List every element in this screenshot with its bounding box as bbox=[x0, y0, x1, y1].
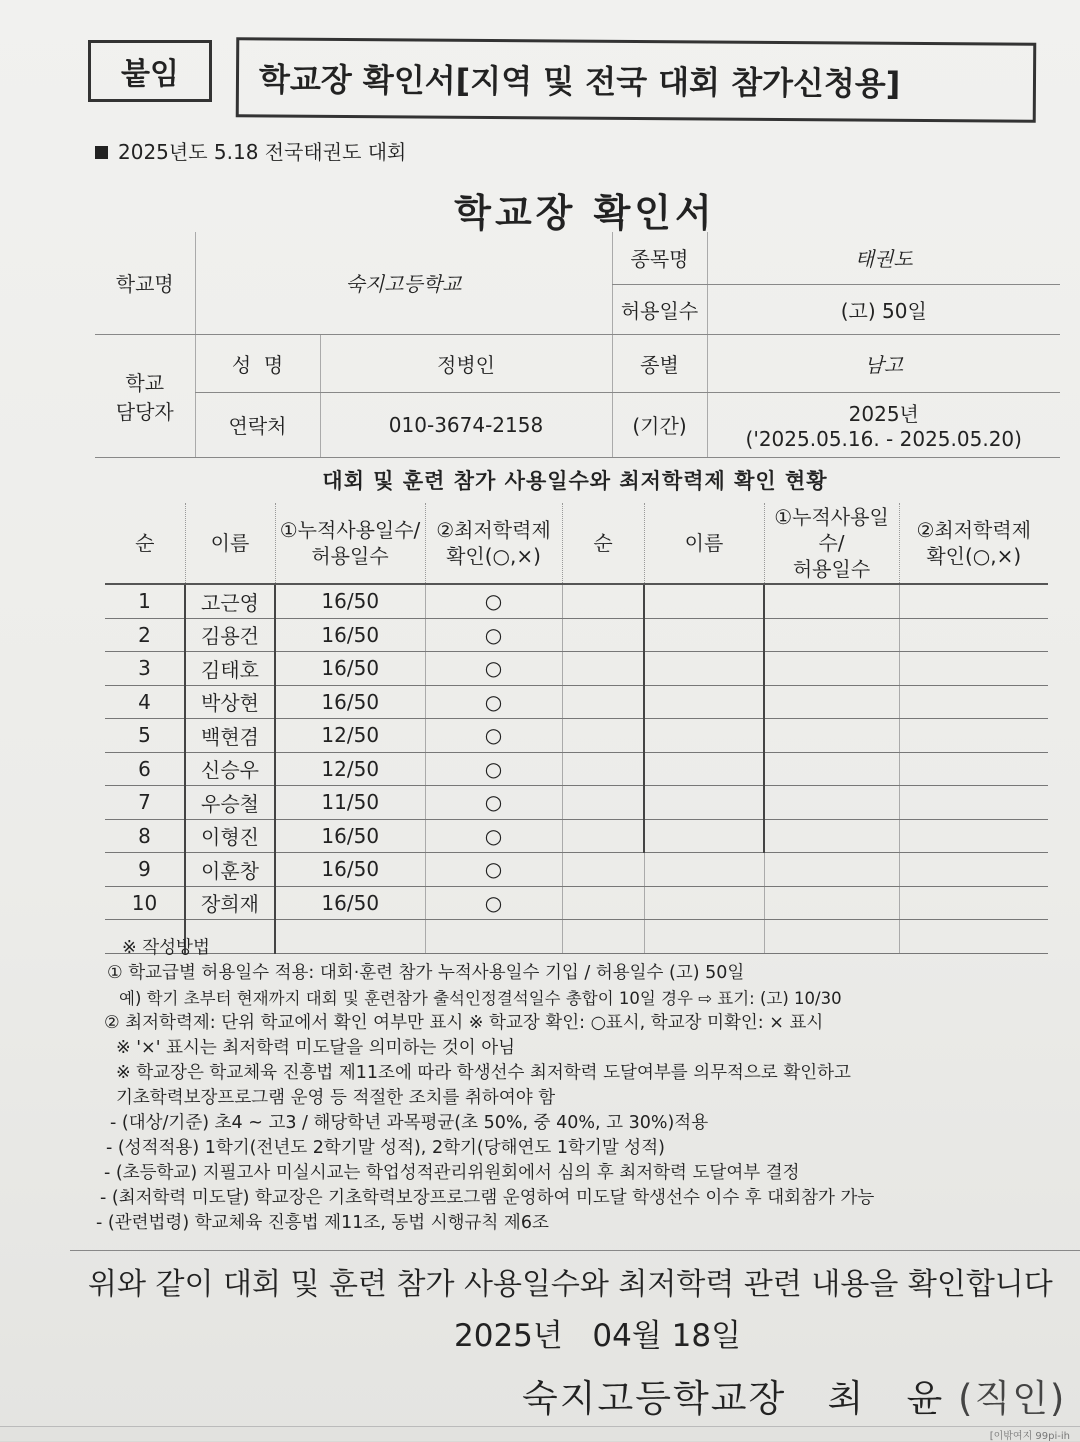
row-check: ○ bbox=[425, 652, 562, 686]
note-line: - (관련법령) 학교체육 진흥법 제11조, 동법 시행규칙 제6조 bbox=[96, 1213, 549, 1233]
col-name-right: 이름 bbox=[644, 503, 764, 584]
row-seq: 7 bbox=[105, 786, 185, 820]
row-check-right bbox=[899, 618, 1048, 652]
row-days-right bbox=[764, 719, 899, 753]
col-seq-right: 순 bbox=[562, 503, 644, 584]
bullet-square-icon bbox=[95, 146, 108, 159]
row-name: 장희재 bbox=[185, 886, 275, 920]
col-academic bbox=[425, 503, 562, 584]
row-name: 백현겸 bbox=[185, 719, 275, 753]
row-check: ○ bbox=[425, 819, 562, 853]
col-days-right bbox=[764, 503, 899, 584]
next-page-edge bbox=[0, 1426, 1080, 1441]
col-academic-line1: ②최저학력제 bbox=[436, 518, 551, 542]
row-seq-right bbox=[562, 786, 644, 820]
row-seq: 8 bbox=[105, 819, 185, 853]
col-academic-right-line1: ②최저학력제 bbox=[916, 518, 1032, 542]
row-name-right bbox=[644, 719, 764, 753]
athlete-table bbox=[105, 503, 1048, 954]
row-name-right bbox=[644, 652, 764, 686]
row-check-right bbox=[899, 752, 1048, 786]
row-name-right bbox=[644, 618, 764, 652]
row-seq-right bbox=[562, 584, 644, 618]
row-name-right bbox=[644, 853, 764, 887]
doc-title: 학교장 확인서 bbox=[454, 191, 716, 235]
status-title: 대회 및 훈련 참가 사용일수와 최저학력제 확인 현황 bbox=[322, 469, 828, 493]
row-days-right bbox=[764, 886, 899, 920]
row-days-right bbox=[764, 819, 899, 853]
event-name bbox=[95, 136, 406, 165]
manager-label-line1: 학교 bbox=[125, 370, 165, 395]
row-name: 신승우 bbox=[185, 752, 275, 786]
row-name: 이훈창 bbox=[185, 853, 275, 887]
col-days-line1: ①누적사용일수/ bbox=[279, 518, 421, 542]
col-academic-right-line2: 확인(○,×) bbox=[926, 544, 1022, 568]
table-row bbox=[105, 819, 1048, 853]
row-days-right bbox=[764, 618, 899, 652]
school-info-table bbox=[95, 232, 1060, 458]
table-row bbox=[105, 685, 1048, 719]
col-days-right-line1: ①누적사용일수/ bbox=[774, 505, 889, 555]
row-check-right bbox=[899, 584, 1048, 618]
row-days: 16/50 bbox=[275, 853, 425, 887]
row-check-right bbox=[899, 819, 1048, 853]
row-days: 12/50 bbox=[275, 752, 425, 786]
col-days-line2: 허용일수 bbox=[311, 544, 389, 568]
row-days: 16/50 bbox=[275, 685, 425, 719]
period-range: ('2025.05.16. - 2025.05.20) bbox=[745, 427, 1022, 451]
note-line: ② 최저학력제: 단위 학교에서 확인 여부만 표시 ※ 학교장 확인: ○표시, 학교장 미확인: × 표시 bbox=[104, 1013, 824, 1033]
allowed-value: (고) 50일 bbox=[707, 284, 1060, 334]
row-seq: 10 bbox=[105, 886, 185, 920]
row-name: 박상현 bbox=[185, 685, 275, 719]
contact-value: 010-3674-2158 bbox=[320, 392, 612, 457]
row-days-right bbox=[764, 752, 899, 786]
row-days: 12/50 bbox=[275, 719, 425, 753]
row-check: ○ bbox=[425, 618, 562, 652]
row-name: 김용건 bbox=[185, 618, 275, 652]
issue-date: 2025년 04월 18일 bbox=[454, 1318, 742, 1354]
document-header-title: 학교장 확인서[지역 및 전국 대회 참가신청용] bbox=[236, 37, 1037, 123]
athlete-table-body bbox=[105, 584, 1048, 953]
row-name-right bbox=[644, 752, 764, 786]
row-check-right bbox=[899, 652, 1048, 686]
gender-value: 남고 bbox=[707, 334, 1060, 392]
sport-value: 태권도 bbox=[707, 232, 1060, 284]
row-name-right bbox=[644, 819, 764, 853]
note-line: ※ 학교장은 학교체육 진흥법 제11조에 따라 학생선수 최저학력 도달여부를 의무적으로 확인하고 bbox=[116, 1063, 851, 1083]
name-label: 성 명 bbox=[195, 334, 320, 392]
row-seq-right bbox=[562, 719, 644, 753]
note-line: ① 학교급별 허용일수 적용: 대회·훈련 참가 누적사용일수 기입 / 허용일수 (고) 50일 bbox=[107, 963, 745, 983]
row-check: ○ bbox=[425, 685, 562, 719]
row-seq-right bbox=[562, 685, 644, 719]
name-value: 정병인 bbox=[320, 334, 612, 392]
event-name-text: 2025년도 5.18 전국태권도 대회 bbox=[118, 140, 407, 164]
note-line: 예) 학기 초부터 현재까지 대회 및 훈련참가 출석인정결석일수 총합이 10일 경우 ⇨ 표기: (고) 10/30 bbox=[119, 989, 842, 1008]
row-days: 16/50 bbox=[275, 584, 425, 618]
table-row bbox=[105, 618, 1048, 652]
row-seq: 3 bbox=[105, 652, 185, 686]
row-name-right bbox=[644, 584, 764, 618]
row-check: ○ bbox=[425, 719, 562, 753]
row-days: 16/50 bbox=[275, 886, 425, 920]
row-check: ○ bbox=[425, 752, 562, 786]
row-days: 11/50 bbox=[275, 786, 425, 820]
row-seq: 2 bbox=[105, 618, 185, 652]
footer-fragment: [이밖여지 99pi-ih bbox=[989, 1431, 1070, 1442]
note-line: - (최저학력 미도달) 학교장은 기초학력보장프로그램 운영하여 미도달 학생선수 이수 후 대회참가 가능 bbox=[100, 1188, 875, 1208]
row-name: 이형진 bbox=[185, 819, 275, 853]
row-days-right bbox=[764, 786, 899, 820]
row-days-right bbox=[764, 853, 899, 887]
contact-label: 연락처 bbox=[195, 392, 320, 457]
row-days: 16/50 bbox=[275, 819, 425, 853]
col-academic-line2: 확인(○,×) bbox=[446, 544, 541, 568]
row-name: 김태호 bbox=[185, 652, 275, 686]
note-line: - (대상/기준) 초4 ~ 고3 / 해당학년 과목평균(초 50%, 중 40%, 고 30%)적용 bbox=[110, 1113, 709, 1133]
row-seq: 5 bbox=[105, 719, 185, 753]
manager-label-line2: 담당자 bbox=[115, 399, 174, 424]
gender-label: 종별 bbox=[612, 334, 707, 392]
row-check: ○ bbox=[425, 886, 562, 920]
table-row bbox=[105, 853, 1048, 887]
sport-label: 종목명 bbox=[612, 232, 707, 284]
attachment-tag: 붙임 bbox=[88, 40, 212, 102]
row-name-right bbox=[644, 685, 764, 719]
row-check-right bbox=[899, 719, 1048, 753]
school-value: 숙지고등학교 bbox=[195, 232, 612, 334]
note-line: 기초학력보장프로그램 운영 등 적절한 조치를 취하여야 함 bbox=[116, 1088, 556, 1108]
row-seq-right bbox=[562, 819, 644, 853]
row-seq-right bbox=[562, 886, 644, 920]
principal-name: 숙지고등학교장 최 윤 bbox=[522, 1377, 945, 1420]
period-year: 2025년 bbox=[848, 402, 919, 426]
table-row bbox=[105, 652, 1048, 686]
row-check-right bbox=[899, 853, 1048, 887]
row-name-right bbox=[644, 786, 764, 820]
row-days-right bbox=[764, 652, 899, 686]
note-line: ※ '×' 표시는 최저학력 미도달을 의미하는 것이 아님 bbox=[116, 1038, 516, 1058]
table-row bbox=[105, 584, 1048, 618]
row-check-right bbox=[899, 685, 1048, 719]
row-check: ○ bbox=[425, 786, 562, 820]
row-check: ○ bbox=[425, 853, 562, 887]
col-academic-right bbox=[899, 503, 1048, 584]
row-seq-right bbox=[562, 853, 644, 887]
row-seq-right bbox=[562, 618, 644, 652]
row-days: 16/50 bbox=[275, 618, 425, 652]
col-name: 이름 bbox=[185, 503, 275, 584]
col-days-right-line2: 허용일수 bbox=[792, 557, 871, 581]
period-value bbox=[707, 392, 1060, 457]
principal-signature bbox=[522, 1368, 1066, 1422]
row-days-right bbox=[764, 584, 899, 618]
row-name: 고근영 bbox=[185, 584, 275, 618]
row-seq: 6 bbox=[105, 752, 185, 786]
table-row bbox=[105, 719, 1048, 753]
col-seq: 순 bbox=[105, 503, 185, 584]
table-row bbox=[105, 786, 1048, 820]
manager-label bbox=[95, 334, 195, 457]
official-seal-label: (직인) bbox=[958, 1377, 1067, 1420]
table-row bbox=[105, 752, 1048, 786]
row-days: 16/50 bbox=[275, 652, 425, 686]
period-label: (기간) bbox=[612, 392, 707, 457]
allowed-label: 허용일수 bbox=[612, 284, 707, 334]
note-line: ※ 작성방법 bbox=[122, 938, 210, 958]
row-check: ○ bbox=[425, 584, 562, 618]
row-seq: 1 bbox=[105, 584, 185, 618]
note-line: - (초등학교) 지필고사 미실시교는 학업성적관리위원회에서 심의 후 최저학력 도달여부 결정 bbox=[104, 1163, 800, 1183]
row-name: 우승철 bbox=[185, 786, 275, 820]
row-check-right bbox=[899, 786, 1048, 820]
confirmation-statement: 위와 같이 대회 및 훈련 참가 사용일수와 최저학력 관련 내용을 확인합니다 bbox=[70, 1250, 1080, 1303]
row-seq: 9 bbox=[105, 853, 185, 887]
table-row bbox=[105, 886, 1048, 920]
instructions bbox=[92, 936, 1080, 1236]
row-name-right bbox=[644, 886, 764, 920]
col-days bbox=[275, 503, 425, 584]
row-days-right bbox=[764, 685, 899, 719]
row-seq-right bbox=[562, 652, 644, 686]
row-seq-right bbox=[562, 752, 644, 786]
note-line: - (성적적용) 1학기(전년도 2학기말 성적), 2학기(당해연도 1학기말 성적) bbox=[106, 1138, 665, 1158]
row-check-right bbox=[899, 886, 1048, 920]
school-label: 학교명 bbox=[95, 232, 195, 334]
row-seq: 4 bbox=[105, 685, 185, 719]
